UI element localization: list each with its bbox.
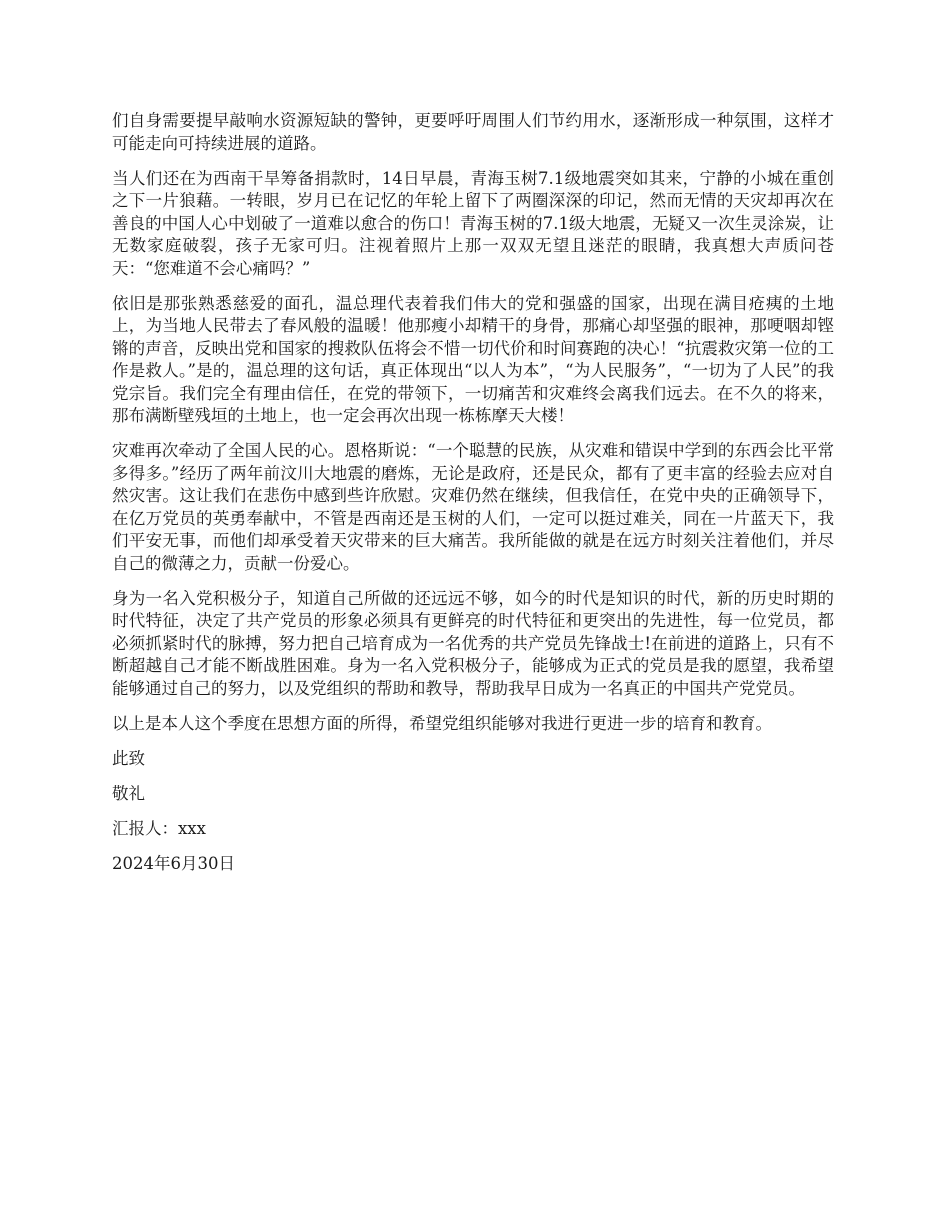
paragraph-yushu-earthquake: 当人们还在为西南干旱筹备捐款时，14日早晨，青海玉树7.1级地震突如其来，宁静的小城在重创之下一片狼藉。一转眼，岁月已在记忆的年轮上留下了两圈深深的印记，然而无情的天灾却再次在善良的中国人心中划破了一道难以愈合的伤口！青海玉树的7.1级大地震，无疑又一次生灵涂炭，让无数家庭破裂，孩子无家可归。注视着照片上那一双双无望且迷茫的眼睛，我真想大声质问苍天：“您难道不会心痛吗？” bbox=[112, 168, 834, 278]
salute-line: 敬礼 bbox=[112, 783, 145, 803]
paragraph-water-shortage: 们自身需要提早敲响水资源短缺的警钟，更要呼吁周围人们节约用水，逐渐形成一种氛围，这样才可能走向可持续进展的道路。 bbox=[112, 111, 834, 153]
reporter-signature: 汇报人：xxx bbox=[112, 818, 206, 838]
paragraph-premier-wen: 依旧是那张熟悉慈爱的面孔，温总理代表着我们伟大的党和强盛的国家，出现在满目疮痍的土地上，为当地人民带去了春风般的温暖！他那瘦小却精干的身骨，那痛心却坚强的眼神，那哽咽却铿锵的声音，反映出党和国家的搜救队伍将会不惜一切代价和时间赛跑的决心！“抗震救灾第一位的工作是救人。”是的，温总理的这句话，真正体现出“以人为本”，“为人民服务”，“一切为了人民”的我党宗旨。我们完全有理由信任，在党的带领下，一切痛苦和灾难终会离我们远去。在不久的将来，那布满断壁残垣的土地上，也一定会再次出现一栋栋摩天大楼！ bbox=[112, 293, 834, 425]
report-date: 2024年6月30日 bbox=[112, 853, 235, 873]
document-body bbox=[112, 110, 834, 888]
paragraph-party-activist: 身为一名入党积极分子，知道自己所做的还远远不够，如今的时代是知识的时代，新的历史时期的时代特征，决定了共产党员的形象必须具有更鲜亮的时代特征和更突出的先进性，每一位党员，都必须抓紧时代的脉搏，努力把自己培育成为一名优秀的共产党员先锋战士!在前进的道路上，只有不断超越自己才能不断战胜困难。身为一名入党积极分子，能够成为正式的党员是我的愿望，我希望能够通过自己的努力，以及党组织的帮助和教导，帮助我早日成为一名真正的中国共产党党员。 bbox=[112, 588, 834, 698]
paragraph-national-concern: 灾难再次牵动了全国人民的心。恩格斯说：“一个聪慧的民族，从灾难和错误中学到的东西会比平常多得多。”经历了两年前汶川大地震的磨炼，无论是政府，还是民众，都有了更丰富的经验去应对自然灾害。这让我们在悲伤中感到些许欣慰。灾难仍然在继续，但我信任，在党中央的正确领导下，在亿万党员的英勇奉献中，不管是西南还是玉树的人们，一定可以挺过难关，同在一片蓝天下，我们平安无事，而他们却承受着天灾带来的巨大痛苦。我所能做的就是在远方时刻关注着他们，并尽自己的微薄之力，贡献一份爱心。 bbox=[112, 441, 834, 573]
paragraph-summary: 以上是本人这个季度在思想方面的所得，希望党组织能够对我进行更进一步的培育和教育。 bbox=[112, 713, 772, 733]
closing-line: 此致 bbox=[112, 748, 145, 768]
